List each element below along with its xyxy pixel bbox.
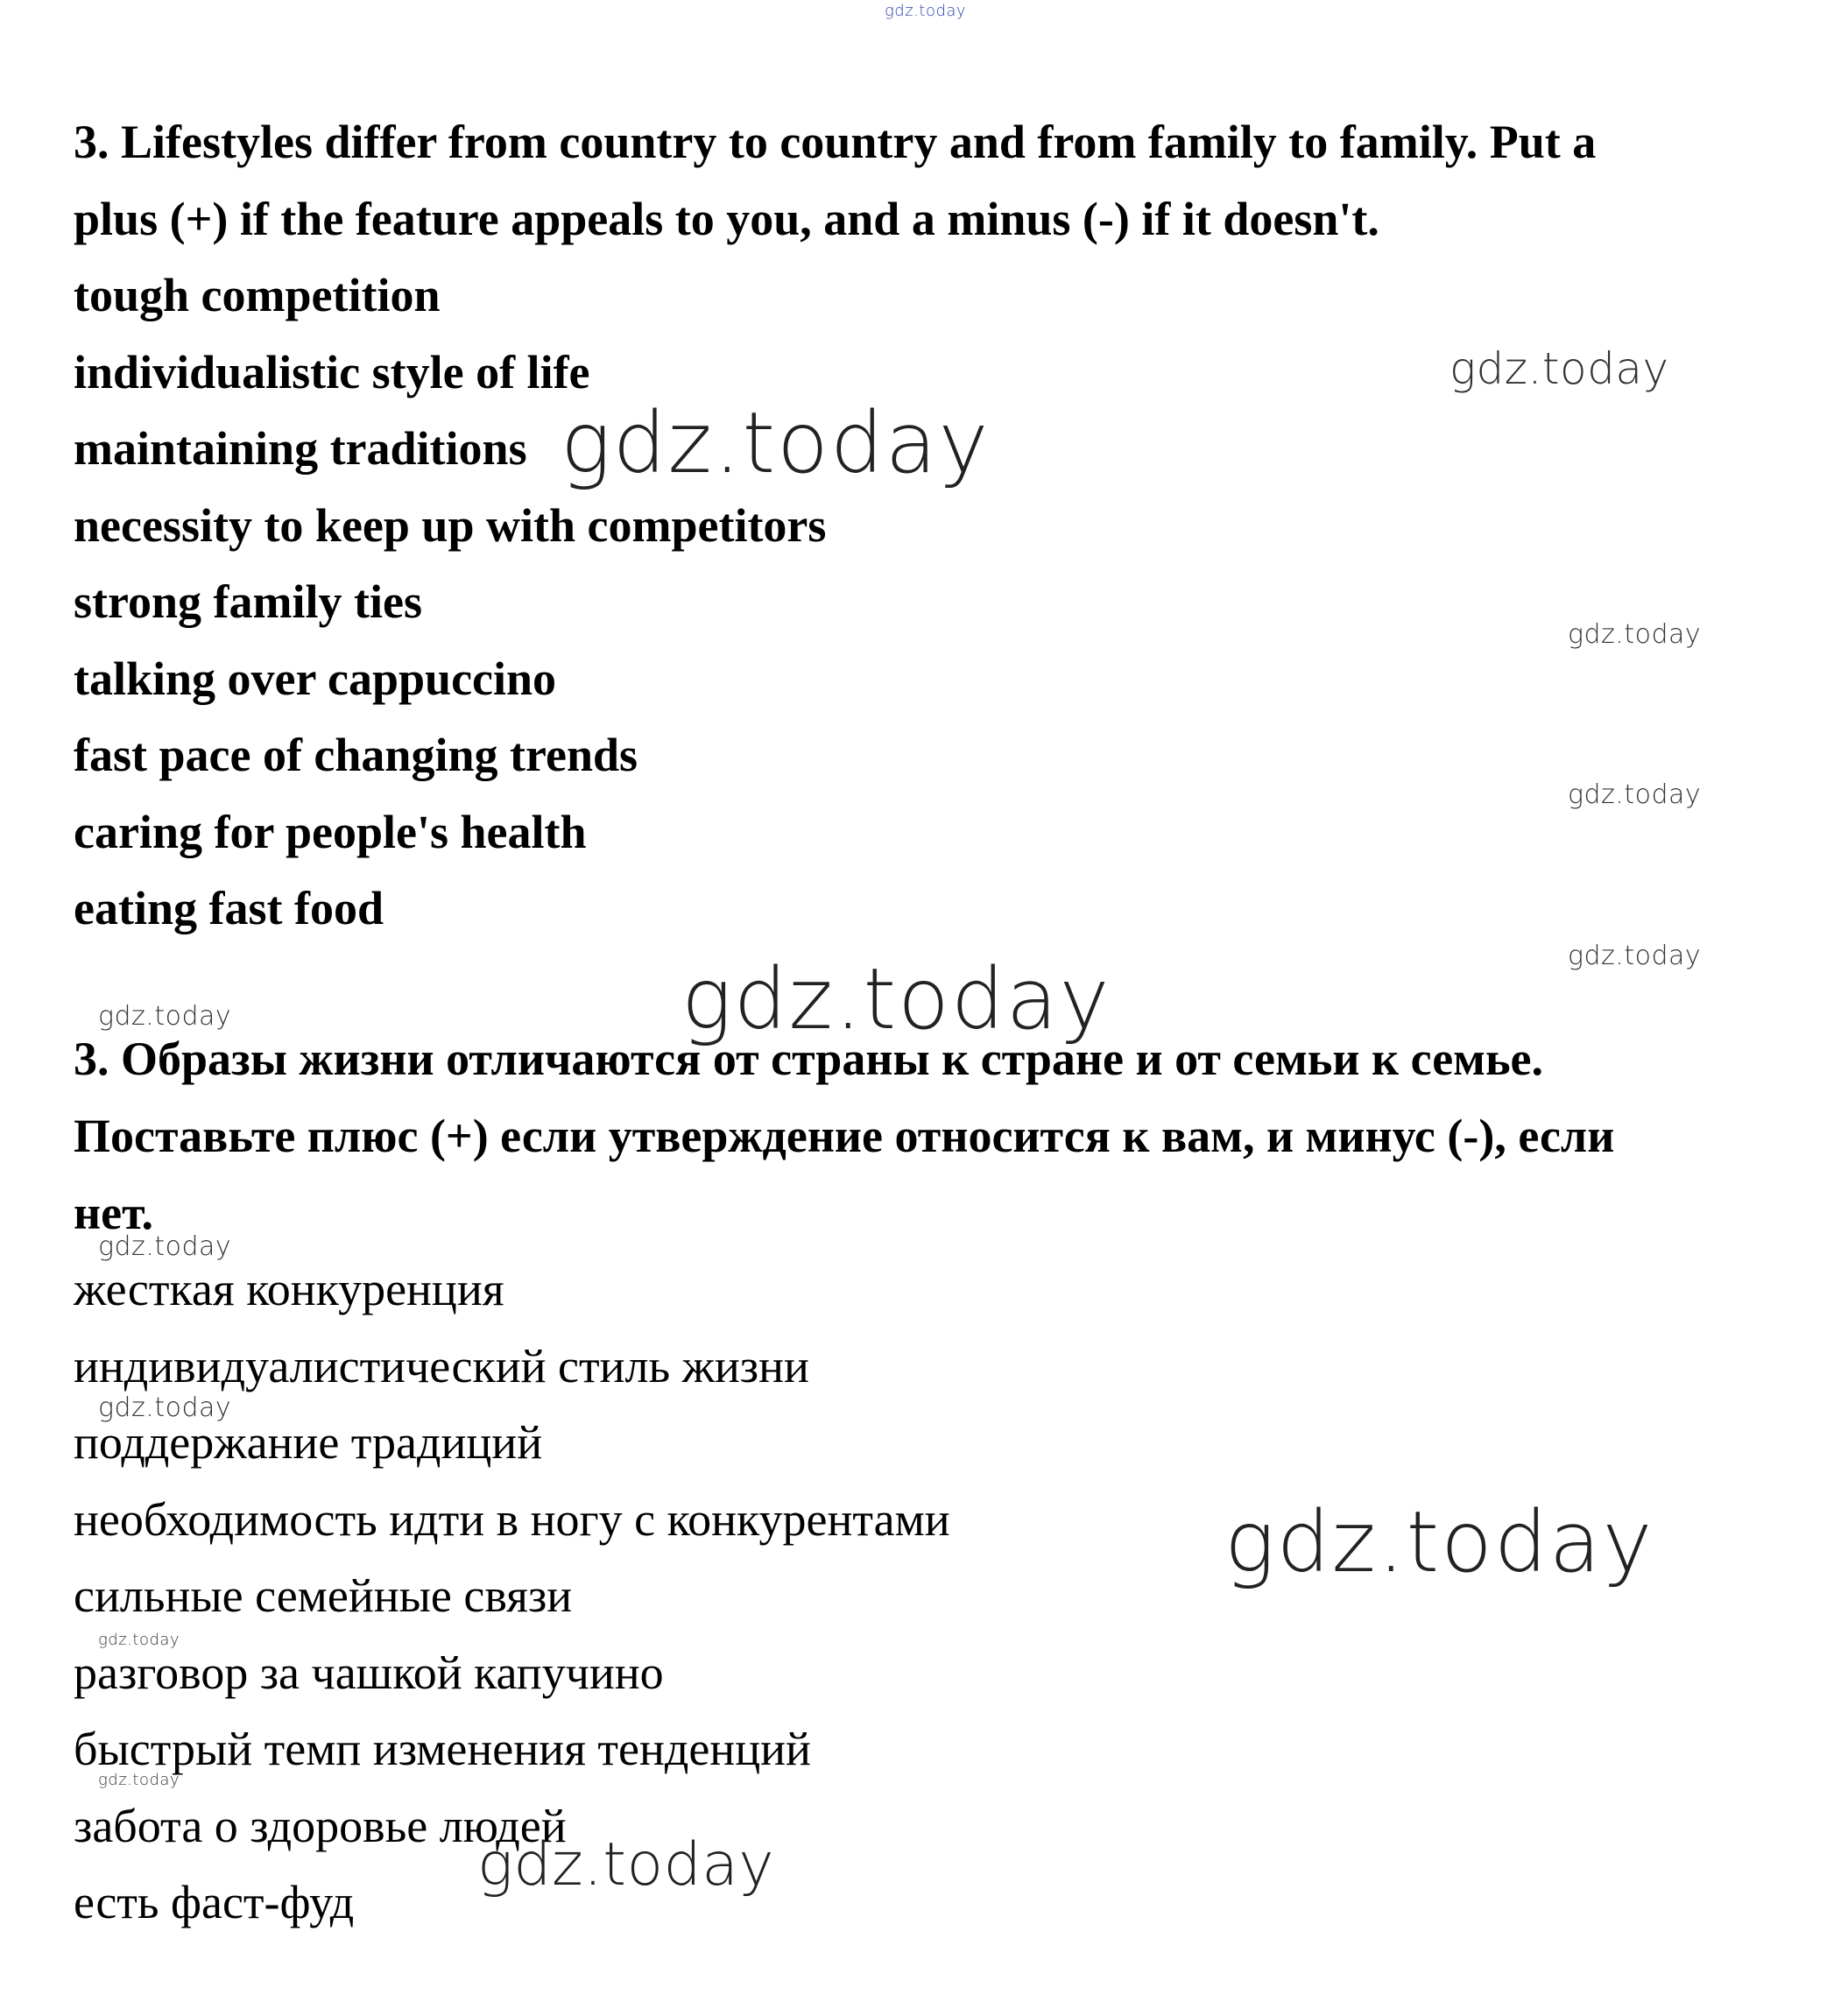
- english-heading-line-2: plus (+) if the feature appeals to you, and a minus (-) if it doesn't.: [74, 193, 1379, 245]
- russian-item: есть фаст-фуд: [74, 1876, 355, 1928]
- russian-item: разговор за чашкой капучино: [74, 1646, 664, 1699]
- english-item: necessity to keep up with competitors: [74, 498, 827, 552]
- russian-item: забота о здоровье людей: [74, 1799, 567, 1852]
- watermark: gdz.today: [1568, 619, 1702, 650]
- russian-item: необходимость идти в ногу с конкурентами: [74, 1492, 950, 1546]
- watermark: gdz.today: [98, 1392, 232, 1423]
- russian-item: жесткая конкуренция: [74, 1263, 504, 1315]
- english-item: fast pace of changing trends: [74, 729, 638, 781]
- english-item: caring for people's health: [74, 805, 587, 858]
- russian-item: индивидуалистический стиль жизни: [74, 1339, 809, 1392]
- english-heading-line-1: 3. Lifestyles differ from country to country and from family to family. Put a: [74, 116, 1597, 168]
- english-item: tough competition: [74, 269, 441, 321]
- russian-item: сильные семейные связи: [74, 1569, 573, 1622]
- english-item: individualistic style of life: [74, 345, 590, 398]
- russian-heading-line-3: нет.: [74, 1187, 154, 1239]
- russian-heading-line-2: Поставьте плюс (+) если утверждение относится к вам, и минус (-), если: [74, 1110, 1615, 1162]
- watermark: gdz.today: [561, 394, 991, 492]
- watermark: gdz.today: [477, 1830, 775, 1900]
- russian-item: поддержание традиций: [74, 1416, 543, 1469]
- watermark: gdz.today: [98, 1631, 180, 1649]
- english-exercise: [74, 103, 1790, 948]
- english-item: maintaining traditions: [74, 422, 527, 475]
- russian-item: быстрый темп изменения тенденций: [74, 1723, 811, 1775]
- english-item: strong family ties: [74, 575, 422, 628]
- watermark: gdz.today: [98, 1001, 232, 1032]
- english-item: talking over cappuccino: [74, 652, 557, 705]
- watermark: gdz.today: [1449, 343, 1669, 394]
- watermark: gdz.today: [1568, 941, 1702, 971]
- watermark: gdz.today: [1568, 779, 1702, 810]
- russian-heading-line-1: 3. Образы жизни отличаются от страны к стране и от семьи к семье.: [74, 1033, 1543, 1085]
- english-item: eating fast food: [74, 882, 384, 934]
- watermark: gdz.today: [1224, 1493, 1654, 1591]
- watermark: gdz.today: [98, 1771, 180, 1789]
- watermark: gdz.today: [885, 2, 967, 20]
- russian-exercise: [74, 1020, 1790, 1942]
- watermark: gdz.today: [681, 950, 1111, 1048]
- watermark: gdz.today: [98, 1231, 232, 1262]
